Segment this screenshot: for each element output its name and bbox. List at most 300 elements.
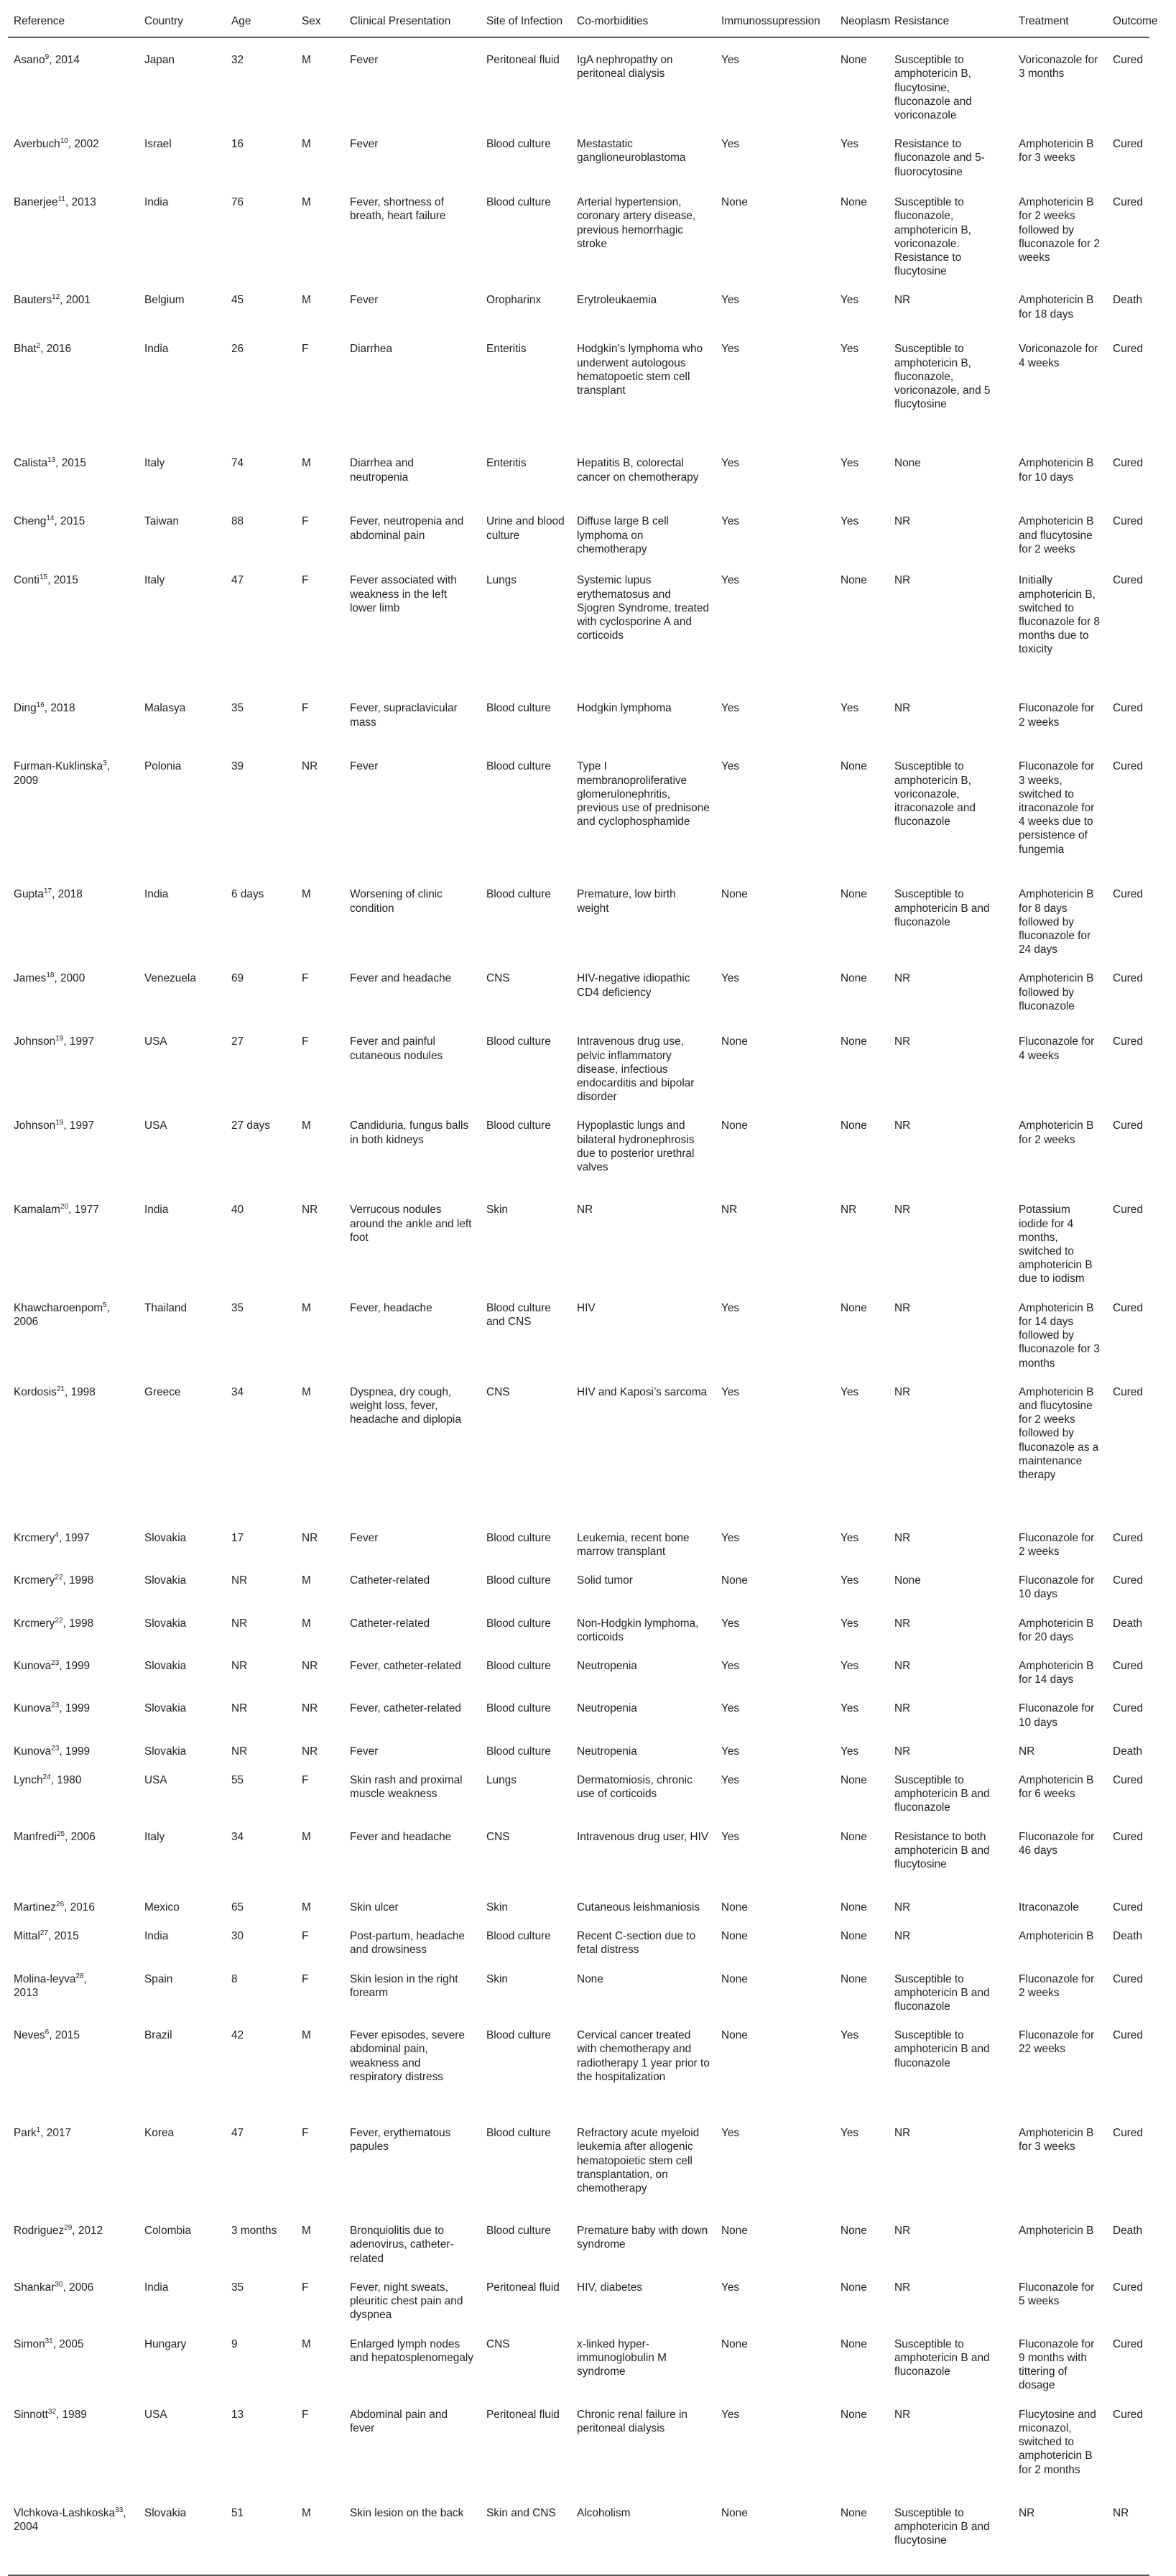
cell-co-morbidities: IgA nephropathy on peritoneal dialysis: [577, 54, 673, 80]
cell-treatment: Amphotericin B for 3 weeks: [1019, 138, 1094, 165]
cell-site-of-infection: Blood culture and CNS: [486, 1301, 551, 1328]
reference-year: , 1977: [68, 1204, 99, 1217]
cell-co-morbidities: HIV-negative idiopathic CD4 deficiency: [577, 972, 690, 999]
cell-immunosuppression: Yes: [721, 1385, 740, 1398]
cell-resistance: Susceptible to amphotericin B and fluconazole: [894, 2029, 990, 2069]
table-row: [8, 2393, 1149, 2491]
reference-citation-number: 24: [42, 1773, 51, 1781]
cell-resistance: NR: [894, 1617, 911, 1630]
cell-site-of-infection: Blood culture: [486, 138, 551, 151]
cell-sex: F: [302, 2408, 309, 2421]
reference-year: , 2016: [40, 343, 72, 356]
cell-neoplasm: Yes: [841, 1745, 859, 1758]
cell-clinical-presentation: Fever and headache: [350, 972, 452, 985]
cell-outcome: Cured: [1113, 702, 1143, 715]
cell-reference: [8, 1815, 139, 1885]
cell-reference: [8, 2209, 139, 2266]
cell-co-morbidities: HIV and Kaposi’s sarcoma: [577, 1385, 708, 1398]
cell-age: 34: [231, 1830, 244, 1843]
reference-year: , 2015: [54, 515, 85, 528]
cell-reference: [8, 1104, 139, 1188]
cell-resistance: NR: [894, 2408, 911, 2421]
cell-treatment: Amphotericin B and flucytosine for 2 weeks: [1019, 515, 1094, 555]
cell-clinical-presentation: Fever: [350, 1531, 379, 1544]
cell-immunosuppression: Yes: [721, 1745, 740, 1758]
cell-treatment: Amphotericin B for 3 weeks: [1019, 2127, 1094, 2153]
cell-neoplasm: None: [841, 2337, 867, 2350]
cell-neoplasm: Yes: [841, 138, 859, 151]
reference-year: , 1989: [56, 2408, 87, 2421]
reference-year: , 2009: [14, 760, 110, 787]
cell-site-of-infection: Skin: [486, 1901, 508, 1913]
cell-immunosuppression: None: [721, 1120, 748, 1132]
cell-treatment: Amphotericin B: [1019, 2225, 1094, 2238]
cell-sex: F: [302, 2281, 309, 2294]
cell-clinical-presentation: Fever, catheter-related: [350, 1702, 461, 1715]
cell-resistance: Susceptible to amphotericin B and fluconazole: [894, 888, 990, 928]
cell-co-morbidities: Chronic renal failure in peritoneal dialysis: [577, 2408, 687, 2434]
cell-sex: M: [302, 1385, 311, 1398]
cell-outcome: Cured: [1113, 2029, 1143, 2042]
cell-co-morbidities: Recent C-section due to fetal distress: [577, 1930, 696, 1957]
cell-outcome: Cured: [1113, 760, 1143, 773]
cell-country: USA: [144, 1120, 167, 1132]
reference-year: , 2018: [44, 702, 75, 715]
cell-site-of-infection: CNS: [486, 972, 510, 985]
table-row: [8, 180, 1149, 278]
cell-resistance: NR: [894, 1659, 911, 1672]
reference-citation-number: 13: [47, 456, 56, 465]
cell-co-morbidities: Leukemia, recent bone marrow transplant: [577, 1531, 690, 1558]
cell-age: 42: [231, 2029, 244, 2042]
cell-resistance: NR: [894, 2127, 911, 2140]
cell-treatment: Amphotericin B for 18 days: [1019, 294, 1094, 320]
cell-clinical-presentation: Fever, neutropenia and abdominal pain: [350, 515, 464, 542]
reference-author: James: [14, 972, 47, 985]
reference-citation-number: 33: [115, 2506, 124, 2514]
table-row: [8, 872, 1149, 956]
cell-country: Japan: [144, 54, 175, 67]
cell-age: 40: [231, 1204, 244, 1217]
cell-co-morbidities: Alcoholism: [571, 2491, 716, 2575]
cell-reference: [8, 558, 139, 686]
cell-outcome: Cured: [1113, 888, 1143, 901]
cell-treatment: Potassium iodide for 4 months, switched to amphotericin B due to iodism: [1019, 1204, 1093, 1285]
cell-co-morbidities: Refractory acute myeloid leukemia after allogenic hematopoietic stem cell transplantation, on chemotherapy: [577, 2127, 700, 2194]
header-reference: Reference: [8, 9, 139, 37]
cell-resistance: Susceptible to amphotericin B, voriconazole, itraconazole and fluconazole: [894, 760, 976, 828]
cell-treatment: Fluconazole for 46 days: [1019, 1830, 1095, 1857]
cell-sex: M: [296, 2491, 344, 2575]
cell-outcome: Cured: [1113, 1204, 1143, 1217]
cell-sex: M: [302, 1617, 311, 1630]
reference-year: , 2018: [52, 888, 83, 901]
cell-clinical-presentation: Diarrhea and neutropenia: [350, 457, 414, 484]
cell-neoplasm: None: [841, 760, 867, 773]
cell-country: Slovakia: [144, 1702, 187, 1715]
reference-author: Lynch: [14, 1773, 43, 1786]
cell-country: Slovakia: [144, 1745, 187, 1758]
reference-year: , 2016: [64, 1901, 95, 1913]
cell-co-morbidities: Neutropenia: [577, 1659, 637, 1672]
cell-co-morbidities: Arterial hypertension, coronary artery disease, previous hemorrhagic stroke: [577, 196, 696, 250]
cell-outcome: Cured: [1113, 2281, 1143, 2294]
reference-year: , 2001: [60, 294, 91, 307]
cell-site-of-infection: Urine and blood culture: [486, 515, 565, 542]
cell-clinical-presentation: Fever associated with weakness in the left lower limb: [350, 574, 457, 614]
header-site-of-infection: Site of Infection: [481, 9, 571, 37]
cell-neoplasm: None: [841, 54, 867, 67]
reference-year: , 2006: [14, 1301, 110, 1328]
cell-treatment: Fluconazole for 22 weeks: [1019, 2029, 1095, 2056]
cell-site-of-infection: Enteritis: [486, 343, 527, 356]
cell-reference: [8, 2322, 139, 2393]
cell-neoplasm: None: [841, 574, 867, 587]
cell-site-of-infection: Blood culture: [486, 2127, 551, 2140]
cell-treatment: Fluconazole for 3 weeks, switched to itraconazole for 4 weeks due to persistence of fungemia: [1019, 760, 1095, 856]
cell-treatment: Amphotericin B for 8 days followed by fluconazole for 24 days: [1019, 888, 1094, 956]
table-row: [8, 1602, 1149, 1644]
cell-site-of-infection: Blood culture: [486, 760, 551, 773]
cell-neoplasm: None: [841, 196, 867, 209]
cell-co-morbidities: HIV, diabetes: [577, 2281, 642, 2294]
cell-treatment: Flucytosine and miconazol, switched to amphotericin B for 2 months: [1019, 2408, 1096, 2476]
reference-year: , 1998: [62, 1574, 94, 1587]
cell-country: India: [144, 196, 169, 209]
cell-treatment: NR: [1019, 1745, 1035, 1758]
cell-sex: F: [302, 1035, 309, 1048]
cell-co-morbidities: Neutropenia: [577, 1745, 637, 1758]
cell-clinical-presentation: Skin lesion in the right forearm: [350, 1972, 458, 1999]
cell-resistance: NR: [894, 1531, 911, 1544]
cell-resistance: NR: [894, 2225, 911, 2238]
cell-resistance: NR: [894, 1035, 911, 1048]
reference-year: , 1999: [59, 1702, 91, 1715]
cell-sex: M: [302, 1901, 311, 1913]
header-co-morbidities: Co-morbidities: [571, 9, 716, 37]
cell-treatment: Fluconazole for 5 weeks: [1019, 2281, 1095, 2307]
reference-year: , 2014: [49, 54, 80, 67]
cell-reference: [8, 1559, 139, 1601]
reference-citation-number: 23: [51, 1658, 60, 1667]
cell-age: NR: [231, 1659, 248, 1672]
cell-country: Polonia: [144, 760, 182, 773]
table-row: [8, 1188, 1149, 1285]
cell-neoplasm: Yes: [841, 2029, 859, 2042]
cell-reference: [8, 1885, 139, 1914]
reference-author: Kunova: [14, 1745, 52, 1758]
cell-reference: [8, 278, 139, 327]
cell-reference: [8, 1020, 139, 1104]
cell-immunosuppression: None: [721, 2337, 748, 2350]
cell-country: USA: [144, 1035, 167, 1048]
table-row: [8, 2111, 1149, 2209]
cell-clinical-presentation: Post-partum, headache and drowsiness: [350, 1930, 465, 1957]
cell-site-of-infection: CNS: [486, 1830, 510, 1843]
cell-outcome: Cured: [1113, 2408, 1143, 2421]
table-row: [8, 1559, 1149, 1601]
cell-treatment: Voriconazole for 4 weeks: [1019, 343, 1098, 369]
cell-reference: [8, 2491, 139, 2575]
cell-outcome: Cured: [1113, 196, 1143, 209]
cell-outcome: Cured: [1113, 1531, 1143, 1544]
table-container: [8, 9, 1158, 2576]
cell-resistance: Susceptible to amphotericin B and fluconazole: [894, 2337, 990, 2378]
cell-site-of-infection: Blood culture: [486, 1035, 551, 1048]
reference-author: Bauters: [14, 294, 52, 307]
table-body: [8, 37, 1149, 2575]
table-row: [8, 2266, 1149, 2322]
cell-immunosuppression: Yes: [721, 574, 740, 587]
reference-year: , 2012: [72, 2225, 103, 2238]
cell-outcome: Cured: [1113, 1301, 1143, 1314]
reference-year: , 1980: [50, 1773, 82, 1786]
cell-clinical-presentation: Skin ulcer: [350, 1901, 399, 1913]
cell-resistance: NR: [894, 972, 911, 985]
cell-immunosuppression: Yes: [721, 54, 740, 67]
reference-citation-number: 22: [55, 1616, 63, 1625]
reference-author: Krcmery: [14, 1574, 55, 1587]
cell-reference: [8, 1644, 139, 1686]
cell-neoplasm: None: [841, 1830, 867, 1843]
cell-co-morbidities: NR: [577, 1204, 593, 1217]
cell-age: NR: [231, 1617, 248, 1630]
cell-site-of-infection: Blood culture: [486, 1659, 551, 1672]
cell-age: 3 months: [231, 2225, 277, 2238]
reference-author: Kamalam: [14, 1204, 61, 1217]
cell-clinical-presentation: Diarrhea: [350, 343, 393, 356]
cell-country: Spain: [144, 1972, 173, 1985]
cell-sex: F: [302, 2127, 309, 2140]
cell-reference: [8, 2266, 139, 2322]
table-row: [8, 1644, 1149, 1686]
reference-year: , 1997: [63, 1035, 95, 1048]
cell-resistance: Susceptible to amphotericin B, flucytosine, fluconazole and voriconazole: [894, 54, 972, 122]
cell-neoplasm: Yes: [841, 1659, 859, 1672]
reference-author: Johnson: [14, 1035, 56, 1048]
cell-immunosuppression: Yes: [721, 972, 740, 985]
cell-co-morbidities: Systemic lupus erythematosus and Sjogren Syndrome, treated with cyclosporine A and corticoids: [577, 574, 709, 642]
cell-co-morbidities: Premature, low birth weight: [577, 888, 676, 915]
cell-immunosuppression: None: [721, 1574, 748, 1587]
cell-neoplasm: None: [841, 1930, 867, 1943]
reference-author: Shankar: [14, 2281, 55, 2294]
cell-outcome: Cured: [1113, 515, 1143, 528]
cell-reference: [8, 1758, 139, 1815]
reference-author: Kunova: [14, 1702, 52, 1715]
reference-author: Sinnott: [14, 2408, 48, 2421]
reference-author: Averbuch: [14, 138, 60, 151]
cell-outcome: Death: [1113, 1745, 1143, 1758]
header-sex: Sex: [296, 9, 344, 37]
cell-immunosuppression: Yes: [721, 1773, 740, 1786]
cell-age: 47: [231, 574, 244, 587]
cell-neoplasm: None: [841, 1301, 867, 1314]
cell-neoplasm: Yes: [841, 515, 859, 528]
cell-outcome: Cured: [1113, 1659, 1143, 1672]
cell-resistance: NR: [894, 1745, 911, 1758]
reference-author: Conti: [14, 574, 40, 587]
cell-site-of-infection: Blood culture: [486, 1745, 551, 1758]
cell-resistance: Susceptible to amphotericin B and fluconazole: [894, 1972, 990, 2013]
cell-immunosuppression: Yes: [721, 515, 740, 528]
cell-outcome: Cured: [1113, 138, 1143, 151]
cell-reference: [8, 1914, 139, 1957]
cell-age: 35: [231, 2281, 244, 2294]
reference-citation-number: 23: [51, 1702, 60, 1710]
table-row: [8, 1516, 1149, 1559]
cell-treatment: Itraconazole: [1019, 1901, 1079, 1913]
header-age: Age: [226, 9, 296, 37]
cell-treatment: Fluconazole for 4 weeks: [1019, 1035, 1095, 1062]
cell-neoplasm: None: [841, 2225, 867, 2238]
cell-neoplasm: None: [841, 1901, 867, 1913]
table-row: [8, 1370, 1149, 1516]
cell-immunosuppression: Yes: [721, 1617, 740, 1630]
cell-age: 65: [231, 1901, 244, 1913]
cell-site-of-infection: Blood culture: [486, 1531, 551, 1544]
cell-neoplasm: Yes: [841, 2127, 859, 2140]
cell-resistance: NR: [894, 1385, 911, 1398]
cell-sex: NR: [302, 760, 318, 773]
header-country: Country: [139, 9, 226, 37]
cell-country: India: [144, 888, 169, 901]
cell-country: Israel: [144, 138, 172, 151]
cell-age: 13: [231, 2408, 244, 2421]
cell-immunosuppression: None: [721, 1035, 748, 1048]
reference-year: , 1998: [65, 1385, 96, 1398]
cell-co-morbidities: Dermatomiosis, chronic use of corticoids: [577, 1773, 693, 1801]
reference-author: Asano: [14, 54, 45, 67]
cell-age: 8: [231, 1972, 238, 1985]
cell-outcome: Death: [1113, 2225, 1143, 2238]
cell-sex: M: [302, 888, 311, 901]
cell-reference: [8, 872, 139, 956]
reference-year: , 2002: [68, 138, 99, 151]
table-row: [8, 1914, 1149, 1957]
cell-reference: [8, 2111, 139, 2209]
cell-age: 35: [231, 1301, 244, 1314]
cell-resistance: NR: [894, 2281, 911, 2294]
reference-year: , 2006: [62, 2281, 94, 2294]
cell-resistance: NR: [894, 1702, 911, 1715]
cell-outcome: Cured: [1113, 54, 1143, 67]
cell-site-of-infection: Lungs: [486, 574, 517, 587]
cell-co-morbidities: x-linked hyper-immunoglobulin M syndrome: [577, 2337, 667, 2378]
cell-co-morbidities: Type I membranoproliferative glomerulonephritis, previous use of prednisone and cyclophosphamide: [577, 760, 710, 828]
cell-resistance: Susceptible to fluconazole, amphotericin B, voriconazole. Resistance to flucytosine: [894, 196, 971, 278]
cell-outcome: Cured: [1113, 1120, 1143, 1132]
cell-immunosuppression: None: [721, 196, 748, 209]
cell-neoplasm: Yes: [841, 1702, 859, 1715]
table-row: [8, 1686, 1149, 1729]
cell-outcome: Cured: [1113, 1702, 1143, 1715]
cell-resistance: Susceptible to amphotericin B and flucytosine: [889, 2491, 1013, 2575]
header-row: [8, 9, 1149, 37]
cell-sex: F: [302, 702, 309, 715]
cell-site-of-infection: Lungs: [486, 1773, 517, 1786]
cell-clinical-presentation: Fever: [350, 138, 379, 151]
reference-citation-number: 32: [47, 2407, 57, 2416]
cell-age: 76: [231, 196, 244, 209]
cell-co-morbidities: Hodgkin’s lymphoma who underwent autologous hematopoetic stem cell transplant: [577, 343, 703, 397]
reference-citation-number: 25: [56, 1829, 65, 1838]
reference-citation-number: 20: [60, 1203, 69, 1211]
cell-site-of-infection: Blood culture: [486, 1617, 551, 1630]
reference-citation-number: 18: [46, 971, 55, 980]
table-row: [8, 37, 1149, 122]
reference-author: Cheng: [14, 515, 47, 528]
cell-sex: M: [302, 2225, 311, 2238]
reference-year: , 1997: [63, 1120, 95, 1132]
cell-neoplasm: Yes: [841, 294, 859, 307]
cell-sex: NR: [302, 1531, 318, 1544]
cell-outcome: Death: [1113, 1930, 1143, 1943]
cell-reference: [8, 1957, 139, 2014]
cell-treatment: Amphotericin B for 14 days: [1019, 1659, 1094, 1686]
cell-reference: [8, 2393, 139, 2491]
cell-site-of-infection: Peritoneal fluid: [486, 54, 560, 67]
cell-reference: [8, 1602, 139, 1644]
cell-site-of-infection: Peritoneal fluid: [486, 2408, 560, 2421]
cell-immunosuppression: Yes: [721, 2281, 740, 2294]
cell-site-of-infection: Blood culture: [486, 888, 551, 901]
cell-outcome: Cured: [1113, 343, 1143, 356]
header-neoplasm: Neoplasm: [835, 9, 889, 37]
reference-citation-number: 28: [75, 1972, 84, 1980]
cell-treatment: Fluconazole for 9 months with tittering of dosage: [1019, 2337, 1095, 2392]
reference-citation-number: 29: [64, 2224, 73, 2233]
cell-resistance: Resistance to both amphotericin B and flucytosine: [894, 1830, 990, 1871]
cell-clinical-presentation: Worsening of clinic condition: [350, 888, 443, 915]
cell-neoplasm: None: [841, 888, 867, 901]
cell-clinical-presentation: Dyspnea, dry cough, weight loss, fever, headache and diplopia: [350, 1385, 461, 1426]
cell-clinical-presentation: Fever, catheter-related: [350, 1659, 461, 1672]
cell-outcome: Cured: [1113, 457, 1143, 470]
cell-sex: M: [302, 1574, 311, 1587]
cell-sex: F: [302, 1972, 309, 1985]
cell-co-morbidities: Solid tumor: [577, 1574, 633, 1587]
table-row: [8, 558, 1149, 686]
cell-reference: [8, 1516, 139, 1559]
cell-treatment: Amphotericin B: [1019, 1930, 1094, 1943]
cell-country: Belgium: [144, 294, 185, 307]
cell-country: Greece: [144, 1385, 181, 1398]
cell-country: Hungary: [144, 2337, 187, 2350]
cell-neoplasm: None: [841, 1972, 867, 1985]
reference-author: Molina-leyva: [14, 1972, 76, 1985]
cell-reference: [8, 122, 139, 180]
cell-age: 27: [231, 1035, 244, 1048]
cell-neoplasm: Yes: [841, 343, 859, 356]
reference-author: Kordosis: [14, 1385, 57, 1398]
cell-sex: F: [302, 343, 309, 356]
reference-citation-number: 26: [56, 1900, 65, 1908]
reference-citation-number: 23: [51, 1744, 60, 1753]
table-row: [8, 1815, 1149, 1885]
cell-site-of-infection: Blood culture: [486, 1574, 551, 1587]
cell-co-morbidities: HIV: [577, 1301, 596, 1314]
cell-resistance: NR: [894, 1930, 911, 1943]
header-clinical-presentation: Clinical Presentation: [344, 9, 481, 37]
cell-immunosuppression: None: [721, 1972, 748, 1985]
cell-treatment: Fluconazole for 10 days: [1019, 1702, 1095, 1729]
cell-neoplasm: None: [841, 1120, 867, 1132]
cell-co-morbidities: Hepatitis B, colorectal cancer on chemotherapy: [577, 457, 699, 484]
reference-citation-number: 16: [36, 701, 45, 710]
cell-resistance: NR: [894, 294, 911, 307]
reference-author: Krcmery: [14, 1531, 55, 1544]
